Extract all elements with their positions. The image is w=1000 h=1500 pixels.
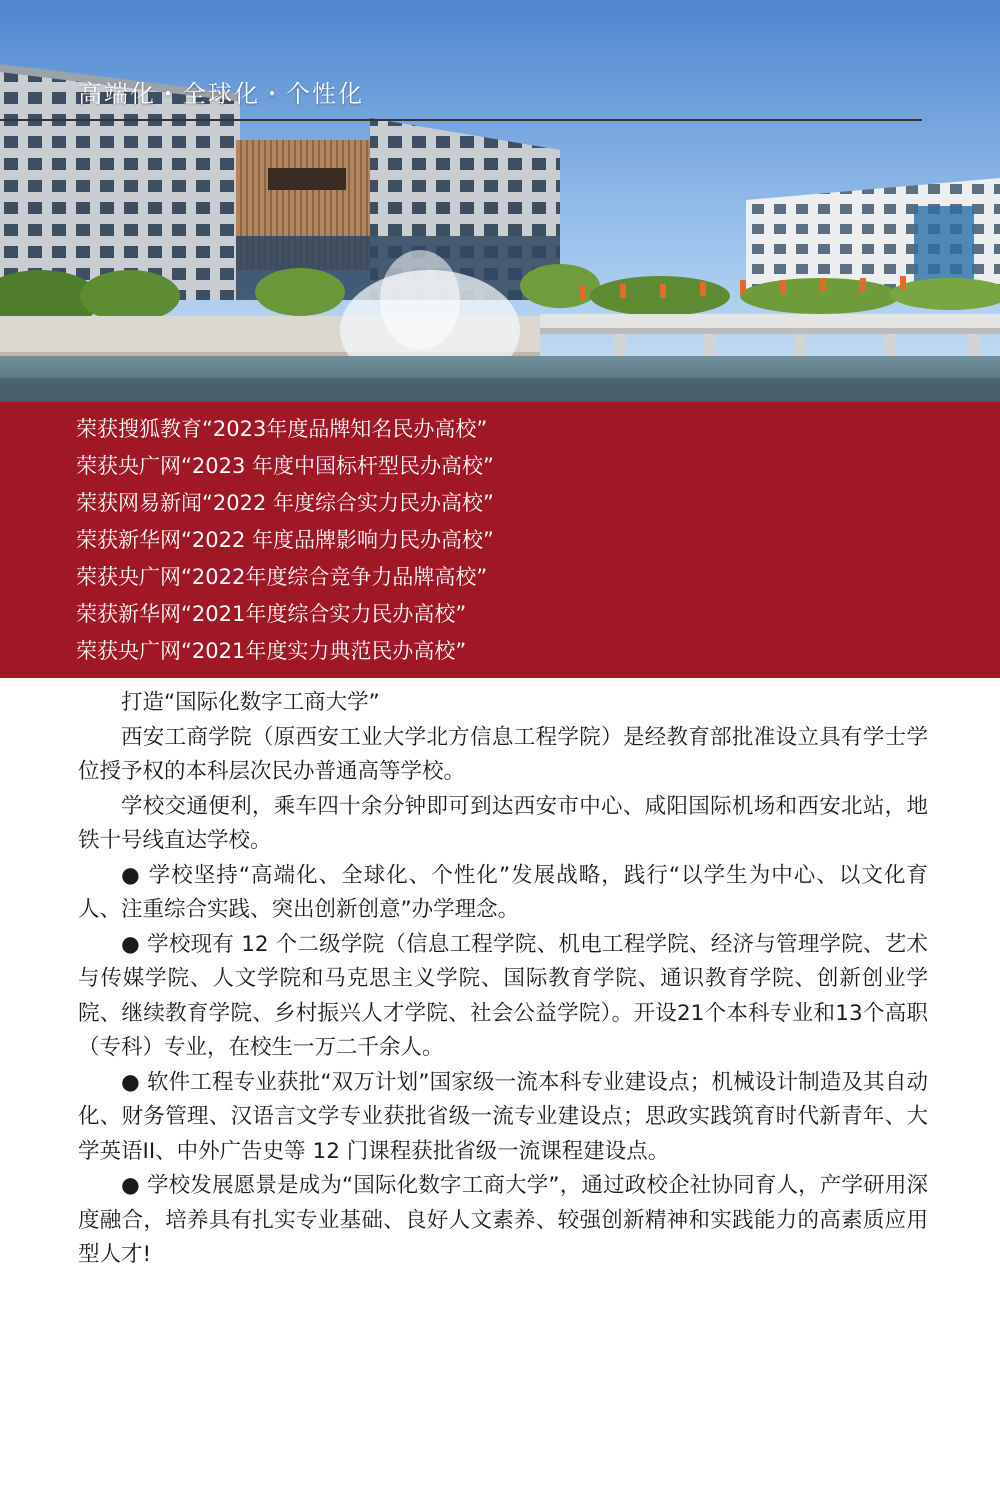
intro-heading: 打造“国际化数字工商大学” [121, 690, 380, 715]
honor-item: 荣获新华网“2021年度综合实力民办高校” [76, 602, 467, 626]
bridge [540, 314, 1000, 330]
intro-bullet: ● 学校现有 12 个二级学院（信息工程学院、机电工程学院、经济与管理学院、艺术与传媒学院、人文学院和马克思主义学院、国际教育学院、通识教育学院、创新创业学院、继续教育学院、乡村振兴人才学院、社会公益学院）。开设21个本科专业和13个高职（专科）专业，在校生一万二千余人。 [78, 931, 928, 1060]
honor-item: 荣获央广网“2023 年度中国标杆型民办高校” [76, 454, 494, 478]
slogan-text: 高端化・全球化・个性化 [78, 80, 364, 108]
honors-band [0, 402, 1000, 678]
intro-bullet: ● 软件工程专业获批“双万计划”国家级一流本科专业建设点；机械设计制造及其自动化、财务管理、汉语言文学专业获批省级一流专业建设点；思政实践筑育时代新青年、大学英语II、中外广告史等 12 门课程获批省级一流课程建设点。 [78, 1069, 928, 1164]
honor-item: 荣获央广网“2022年度综合竞争力品牌高校” [76, 565, 488, 589]
slogan-divider [0, 119, 922, 121]
honor-item: 荣获网易新闻“2022 年度综合实力民办高校” [76, 491, 494, 515]
honor-item: 荣获搜狐教育“2023年度品牌知名民办高校” [76, 417, 488, 441]
honor-item: 荣获央广网“2021年度实力典范民办高校” [76, 639, 467, 663]
intro-paragraph: 西安工商学院（原西安工业大学北方信息工程学院）是经教育部批准设立具有学士学位授予权的本科层次民办普通高等学校。 [78, 724, 928, 784]
intro-bullet: ● 学校发展愿景是成为“国际化数字工商大学”，通过政校企社协同育人，产学研用深度融合，培养具有扎实专业基础、良好人文素养、较强创新精神和实践能力的高素质应用型人才! [78, 1173, 928, 1267]
honor-item: 荣获新华网“2022 年度品牌影响力民办高校” [76, 528, 494, 552]
campus-photo [0, 0, 1000, 402]
intro-paragraph: 学校交通便利，乘车四十余分钟即可到达西安市中心、咸阳国际机场和西安北站，地铁十号线直达学校。 [78, 793, 928, 853]
intro-bullet: ● 学校坚持“高端化、全球化、个性化”发展战略，践行“以学生为中心、以文化育人、注重综合实践、突出创新创意”办学理念。 [78, 862, 928, 922]
introduction-text [78, 686, 928, 1273]
